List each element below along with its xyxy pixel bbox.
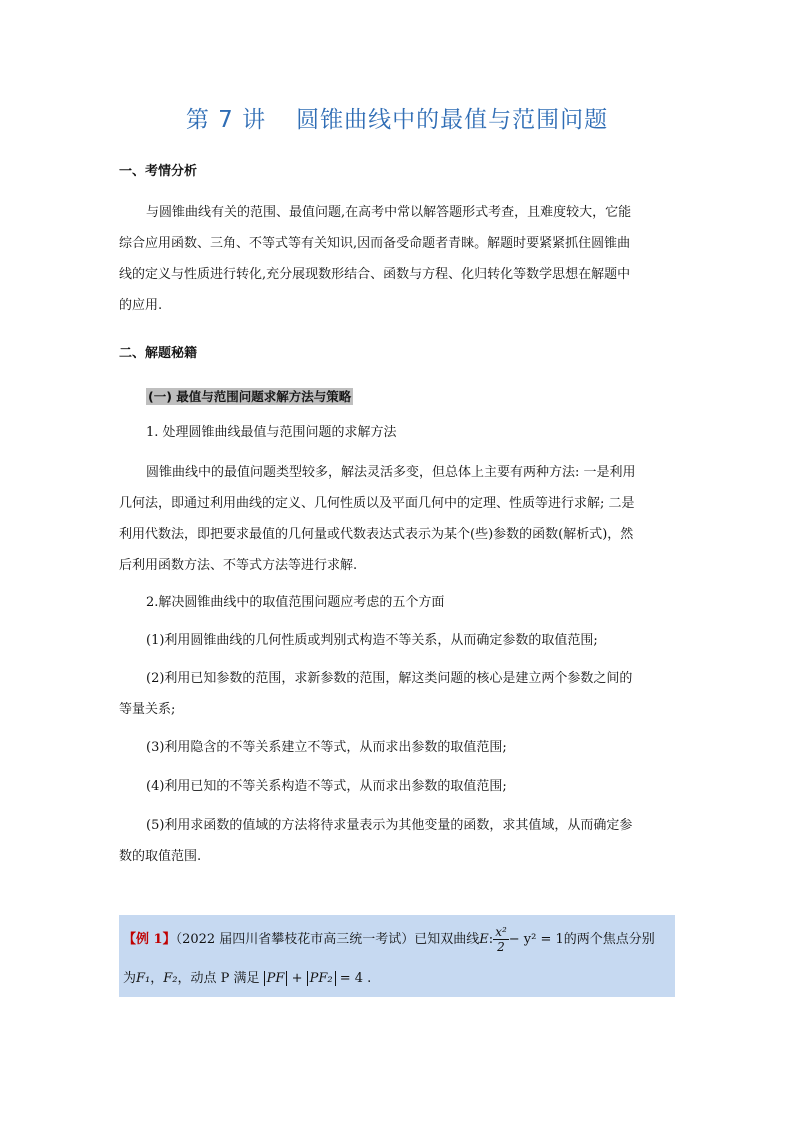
focus-separator: ，	[150, 971, 164, 986]
focus-f2: F₂	[163, 971, 178, 986]
focus-f1: F₁	[136, 971, 151, 986]
item1-line-4: 后利用函数方法、不等式方法等进行求解.	[119, 558, 358, 573]
item2-title: 2.解决圆锥曲线中的取值范围问题应考虑的五个方面	[146, 595, 445, 610]
curve-name: E	[479, 932, 489, 947]
equals-value: = 4 .	[339, 971, 372, 986]
item1-line-1: 圆锥曲线中的最值问题类型较多，解法灵活多变，但总体上主要有两种方法: 一是利用	[146, 465, 636, 480]
fraction-numerator: x²	[495, 925, 507, 939]
section1-line-4: 的应用.	[119, 298, 163, 313]
section1-line-2: 综合应用函数、三角、不等式等有关知识,因而备受命题者青睐。解题时要紧紧抓住圆锥曲	[119, 236, 631, 251]
section1-heading: 一、考情分析	[119, 164, 198, 179]
point-4: (4)利用已知的不等关系构造不等式，从而求出参数的取值范围;	[146, 779, 507, 794]
example-source: （2022 届四川省攀枝花市高三统一考试）已知双曲线	[175, 932, 480, 947]
point-1: (1)利用圆锥曲线的几何性质或判别式构造不等关系，从而确定参数的取值范围;	[146, 633, 598, 648]
page-title	[0, 101, 794, 134]
abs-pf1: PF	[264, 971, 288, 986]
item1-title: 1. 处理圆锥曲线最值与范围问题的求解方法	[146, 425, 397, 440]
abs-pf2: PF₂	[307, 971, 336, 986]
example-tag: 【例 1】	[123, 932, 176, 947]
line2-prefix: 为	[123, 971, 137, 986]
point-5: (5)利用求函数的值域的方法将待求量表示为其他变量的函数，求其值域，从而确定参	[146, 818, 633, 833]
section1-line-3: 线的定义与性质进行转化,充分展现数形结合、函数与方程、化归转化等数学思想在解题中	[119, 267, 631, 282]
point-2-cont: 等量关系;	[119, 702, 176, 717]
lecture-topic: 圆锥曲线中的最值与范围问题	[296, 107, 609, 133]
point-3: (3)利用隐含的不等关系建立不等式，从而求出参数的取值范围;	[146, 740, 507, 755]
section1-line-1: 与圆锥曲线有关的范围、最值问题,在高考中常以解答题形式考查，且难度较大，它能	[146, 205, 632, 220]
example-box	[119, 915, 675, 997]
example-line-1-end: 的两个焦点分别	[563, 932, 655, 947]
condition-text: ，动点 P 满足	[177, 971, 260, 986]
equation-fraction	[493, 925, 509, 954]
item1-line-2: 几何法，即通过利用曲线的定义、几何性质以及平面几何中的定理、性质等进行求解; 二是	[119, 496, 635, 511]
example-line-1: 【例 1】（2022 届四川省攀枝花市高三统一考试）已知双曲线E: $\frac{\text{x²}}{2}$ − y² = 1的两个焦点分别	[123, 925, 655, 954]
lecture-number: 第 7 讲	[185, 107, 267, 133]
section2-heading: 二、解题秘籍	[119, 346, 198, 361]
equation-rest: − y² = 1	[508, 932, 564, 947]
method-highlight	[146, 386, 353, 405]
point-5-cont: 数的取值范围.	[119, 849, 202, 864]
plus-sign: +	[291, 971, 303, 986]
example-line-2	[123, 967, 371, 986]
fraction-denominator: 2	[497, 940, 505, 954]
method-highlight-text: (一) 最值与范围问题求解方法与策略	[148, 389, 352, 404]
item1-line-3: 利用代数法，即把要求最值的几何量或代数表达式表示为某个(些)参数的函数(解析式)，然	[119, 527, 634, 542]
point-2: (2)利用已知参数的范围，求新参数的范围，解这类问题的核心是建立两个参数之间的	[146, 671, 633, 686]
